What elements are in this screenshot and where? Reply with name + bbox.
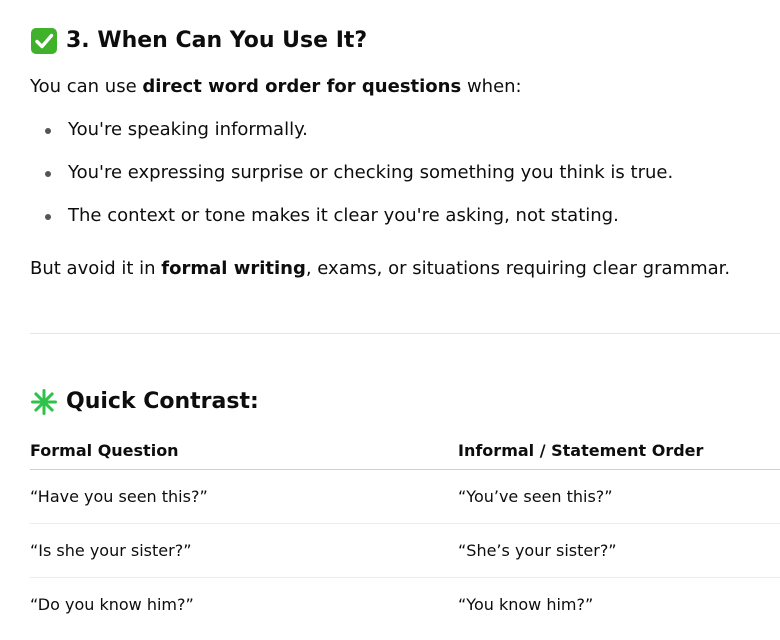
intro-emphasis: direct word order for questions [142,76,462,97]
list-item [30,203,770,229]
bullet-dot [45,128,51,134]
contrast-table [30,432,780,631]
table-cell-informal: “You know him?” [458,595,594,614]
table-cell-informal: “You’ve seen this?” [458,470,780,524]
list-item [30,117,770,143]
list-item [30,160,770,186]
section-divider [30,333,780,334]
outro-emphasis: formal writing [161,258,306,279]
eight-spoked-asterisk-emoji-icon [30,388,58,416]
outro-paragraph [30,256,730,282]
column-header-informal: Informal / Statement Order [458,432,780,470]
section-heading-text: 3. When Can You Use It? [66,28,368,53]
list-item-text: The context or tone makes it clear you're asking, not stating. [68,205,619,226]
table-row [30,524,780,578]
table-cell-formal: “Do you know him?” [30,595,194,614]
intro-suffix: when: [461,76,522,97]
table-cell-informal: “She’s your sister?” [458,524,780,578]
list-item-text: You're expressing surprise or checking something you think is true. [68,162,674,183]
intro-prefix: You can use [30,76,143,97]
check-mark-emoji-icon [30,27,58,55]
table-cell-formal: “Have you seen this?” [30,470,458,524]
table-row [30,470,780,524]
column-header-formal: Formal Question [30,432,458,470]
table-row [30,578,780,632]
table-header-row [30,432,780,470]
outro-suffix: , exams, or situations requiring clear grammar. [305,258,731,279]
bullet-dot [45,214,51,220]
section-heading-when [30,26,367,56]
intro-paragraph [30,74,522,100]
list-item-text: You're speaking informally. [68,119,308,140]
table-cell-formal: “Is she your sister?” [30,524,458,578]
section-heading-text: Quick Contrast: [66,389,259,414]
section-heading-contrast [30,387,259,417]
bullet-dot [45,171,51,177]
usage-bullet-list [30,117,770,246]
outro-prefix: But avoid it in [30,258,162,279]
